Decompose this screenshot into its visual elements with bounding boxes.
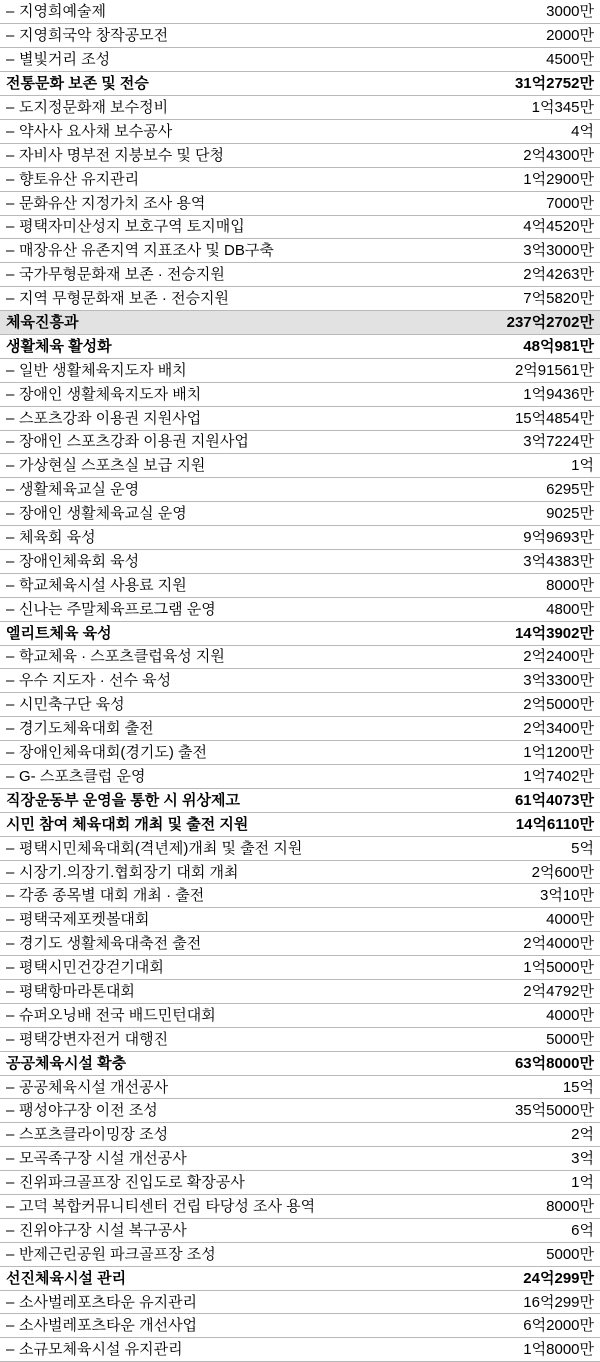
row-label [0,693,418,717]
table-row [0,191,600,215]
row-amount: 237억2702만 [418,311,600,335]
table-row [0,717,600,741]
table-row [0,1218,600,1242]
row-label [0,1171,418,1195]
row-label-text: 장애인 스포츠강좌 이용권 지원사업 [19,433,249,451]
dash-bullet-icon: – [6,982,15,1000]
row-label-text: 지영희국악 창작공모전 [19,27,169,45]
table-row [0,72,600,96]
row-label [0,96,418,120]
row-label-text: G- 스포츠클럽 운영 [19,767,146,785]
row-label [0,0,418,24]
row-label [0,406,418,430]
table-row [0,263,600,287]
row-label [0,239,418,263]
table-row [0,239,600,263]
row-amount: 2억4000만 [418,932,600,956]
row-label-text: 소사벌레포츠타운 유지관리 [19,1293,198,1311]
row-label [0,1003,418,1027]
row-label [0,669,418,693]
dash-bullet-icon: – [6,576,15,594]
row-label [0,1290,418,1314]
row-label [0,836,418,860]
dash-bullet-icon: – [6,911,15,929]
dash-bullet-icon: – [6,1102,15,1120]
row-label [0,932,418,956]
row-label-text: 소사벌레포츠타운 개선사업 [19,1317,198,1335]
row-amount: 1억7402만 [418,765,600,789]
row-label [0,1242,418,1266]
row-label [0,884,418,908]
row-amount: 2억91561만 [418,358,600,382]
row-label [0,980,418,1004]
row-amount: 6억 [418,1218,600,1242]
row-amount: 2억3400만 [418,717,600,741]
row-label [0,382,418,406]
dash-bullet-icon: – [6,361,15,379]
dash-bullet-icon: – [6,1006,15,1024]
row-amount: 1억8000만 [418,1338,600,1362]
dash-bullet-icon: – [6,457,15,475]
row-amount: 1억345만 [418,96,600,120]
dash-bullet-icon: – [6,959,15,977]
row-label: 선진체육시설 관리 [0,1266,418,1290]
dash-bullet-icon: – [6,194,15,212]
row-label-text: 국가무형문화재 보존 · 전승지원 [19,266,225,284]
row-label-text: 공공체육시설 개선공사 [19,1078,169,1096]
row-amount: 7억5820만 [418,287,600,311]
row-amount: 4500만 [418,48,600,72]
row-label [0,908,418,932]
table-row [0,932,600,956]
row-label: 엘리트체육 육성 [0,621,418,645]
row-amount: 31억2752만 [418,72,600,96]
row-label [0,549,418,573]
table-row [0,1290,600,1314]
dash-bullet-icon: – [6,935,15,953]
row-amount: 6295만 [418,478,600,502]
table-row [0,741,600,765]
table-row [0,693,600,717]
row-amount: 4억 [418,119,600,143]
row-label [0,1147,418,1171]
dash-bullet-icon: – [6,122,15,140]
row-label-text: 체육회 육성 [19,529,96,547]
row-label: 시민 참여 체육대회 개최 및 출전 지원 [0,812,418,836]
row-amount: 1억5000만 [418,956,600,980]
row-amount: 4000만 [418,908,600,932]
dash-bullet-icon: – [6,3,15,21]
dash-bullet-icon: – [6,648,15,666]
row-amount: 4000만 [418,1003,600,1027]
row-label-text: 장애인체육회 육성 [19,552,140,570]
row-amount: 14억3902만 [418,621,600,645]
dash-bullet-icon: – [6,1150,15,1168]
table-row [0,788,600,812]
row-label-text: 반제근린공원 파크골프장 조성 [19,1245,216,1263]
dash-bullet-icon: – [6,1197,15,1215]
row-label [0,454,418,478]
dash-bullet-icon: – [6,1221,15,1239]
row-label [0,1099,418,1123]
row-amount: 2억600만 [418,860,600,884]
row-label [0,860,418,884]
table-row [0,143,600,167]
row-label-text: 진위야구장 시설 복구공사 [19,1221,187,1239]
row-label-text: 우수 지도자 · 선수 육성 [19,672,172,690]
dash-bullet-icon: – [6,146,15,164]
row-amount: 24억299만 [418,1266,600,1290]
row-amount: 16억299만 [418,1290,600,1314]
table-row [0,1195,600,1219]
row-label: 공공체육시설 확충 [0,1051,418,1075]
row-label-text: 장애인 생활체육지도자 배치 [19,385,202,403]
row-label [0,717,418,741]
dash-bullet-icon: – [6,170,15,188]
dash-bullet-icon: – [6,1245,15,1263]
row-label-text: 스포츠강좌 이용권 지원사업 [19,409,202,427]
row-label-text: 향토유산 유지관리 [19,170,140,188]
table-row [0,430,600,454]
table-row [0,549,600,573]
row-label-text: 고덕 복합커뮤니티센터 건립 타당성 조사 용역 [19,1197,316,1215]
row-amount: 3억4383만 [418,549,600,573]
table-row [0,478,600,502]
row-label-text: 장애인 생활체육교실 운영 [19,505,187,523]
table-row [0,311,600,335]
dash-bullet-icon: – [6,99,15,116]
dash-bullet-icon: – [6,1174,15,1192]
row-label-text: 신나는 주말체육프로그램 운영 [19,600,216,618]
row-amount: 8000만 [418,1195,600,1219]
dash-bullet-icon: – [6,1126,15,1144]
row-label-text: 평택국제포켓볼대회 [19,911,150,929]
row-amount: 5000만 [418,1027,600,1051]
row-label-text: 슈퍼오닝배 전국 배드민턴대회 [19,1006,216,1024]
row-amount: 14억6110만 [418,812,600,836]
table-row [0,573,600,597]
table-row [0,597,600,621]
row-label [0,358,418,382]
table-row [0,119,600,143]
row-label-text: 모곡족구장 시설 개선공사 [19,1150,187,1168]
dash-bullet-icon: – [6,696,15,714]
row-label-text: 각종 종목별 대회 개최 · 출전 [19,887,205,905]
row-amount: 63억8000만 [418,1051,600,1075]
row-label-text: 문화유산 지정가치 조사 용역 [19,194,206,212]
row-label-text: 소규모체육시설 유지관리 [19,1341,183,1359]
row-label-text: 경기도체육대회 출전 [19,720,154,738]
row-amount: 2억4300만 [418,143,600,167]
row-label [0,1314,418,1338]
row-amount: 15억4854만 [418,406,600,430]
dash-bullet-icon: – [6,552,15,570]
row-label: 체육진흥과 [0,311,418,335]
dash-bullet-icon: – [6,1030,15,1048]
row-label: 전통문화 보존 및 전승 [0,72,418,96]
table-row [0,454,600,478]
table-row [0,980,600,1004]
row-amount: 3억7224만 [418,430,600,454]
row-label [0,215,418,239]
row-label [0,1123,418,1147]
table-row [0,956,600,980]
table-row [0,669,600,693]
dash-bullet-icon: – [6,863,15,881]
row-label [0,1338,418,1362]
row-amount: 3억3300만 [418,669,600,693]
table-row [0,334,600,358]
row-label [0,956,418,980]
table-row [0,287,600,311]
row-label [0,24,418,48]
row-amount: 8000만 [418,573,600,597]
row-label [0,1218,418,1242]
row-label [0,502,418,526]
row-amount: 4억4520만 [418,215,600,239]
dash-bullet-icon: – [6,1078,15,1096]
table-row [0,884,600,908]
table-row [0,1099,600,1123]
dash-bullet-icon: – [6,481,15,499]
row-label-text: 진위파크골프장 진입도로 확장공사 [19,1174,245,1192]
table-row [0,645,600,669]
row-amount: 2000만 [418,24,600,48]
dash-bullet-icon: – [6,1293,15,1311]
row-label-text: 약사사 요사채 보수공사 [19,122,173,140]
table-row [0,1338,600,1362]
row-label [0,191,418,215]
table-row [0,765,600,789]
dash-bullet-icon: – [6,887,15,905]
row-label [0,526,418,550]
row-label-text: 매장유산 유존지역 지표조사 및 DB구축 [19,242,274,260]
dash-bullet-icon: – [6,266,15,284]
row-label [0,741,418,765]
row-amount: 3억 [418,1147,600,1171]
table-row [0,502,600,526]
row-label-text: 지역 무형문화재 보존 · 전승지원 [19,290,230,308]
table-row [0,621,600,645]
table-row [0,406,600,430]
table-row [0,0,600,24]
dash-bullet-icon: – [6,218,15,236]
row-label-text: 가상현실 스포츠실 보급 지원 [19,457,206,475]
row-amount: 9억9693만 [418,526,600,550]
row-amount: 3000만 [418,0,600,24]
row-label-text: 학교체육시설 사용료 지원 [19,576,187,594]
row-amount: 5000만 [418,1242,600,1266]
row-label-text: 팽성야구장 이전 조성 [19,1102,158,1120]
row-amount: 6억2000만 [418,1314,600,1338]
row-amount: 5억 [418,836,600,860]
table-row [0,1123,600,1147]
table-row [0,1147,600,1171]
row-amount: 3억10만 [418,884,600,908]
table-row [0,526,600,550]
row-amount: 48억981만 [418,334,600,358]
row-label-text: 장애인체육대회(경기도) 출전 [19,744,208,762]
row-label [0,48,418,72]
row-amount: 1억2900만 [418,167,600,191]
row-label [0,765,418,789]
row-label [0,645,418,669]
row-label-text: 생활체육교실 운영 [19,481,140,499]
dash-bullet-icon: – [6,433,15,451]
row-label-text: 스포츠클라이밍장 조성 [19,1126,169,1144]
row-label-text: 시장기.의장기.협회장기 대회 개최 [19,863,239,881]
row-label [0,597,418,621]
row-label [0,1027,418,1051]
row-label: 생활체육 활성화 [0,334,418,358]
row-amount: 2억4263만 [418,263,600,287]
dash-bullet-icon: – [6,720,15,738]
dash-bullet-icon: – [6,385,15,403]
row-label [0,143,418,167]
row-label [0,119,418,143]
row-amount: 35억5000만 [418,1099,600,1123]
row-amount: 61억4073만 [418,788,600,812]
row-label-text: 도지정문화재 보수정비 [19,99,169,116]
row-label-text: 학교체육 · 스포츠클럽육성 지원 [19,648,225,666]
row-label [0,1075,418,1099]
dash-bullet-icon: – [6,409,15,427]
table-row [0,167,600,191]
table-row [0,908,600,932]
row-amount: 2억4792만 [418,980,600,1004]
row-label-text: 시민축구단 육성 [19,696,125,714]
table-row [0,812,600,836]
row-amount: 1억1200만 [418,741,600,765]
row-label-text: 자비사 명부전 지붕보수 및 단청 [19,146,225,164]
table-row [0,215,600,239]
dash-bullet-icon: – [6,51,15,69]
row-amount: 2억2400만 [418,645,600,669]
row-label [0,167,418,191]
table-row [0,358,600,382]
table-row [0,382,600,406]
row-amount: 1억 [418,454,600,478]
dash-bullet-icon: – [6,600,15,618]
dash-bullet-icon: – [6,672,15,690]
row-amount: 9025만 [418,502,600,526]
row-label-text: 경기도 생활체육대축전 출전 [19,935,202,953]
table-row [0,48,600,72]
row-label [0,573,418,597]
row-label-text: 일반 생활체육지도자 배치 [19,361,187,379]
table-row [0,1051,600,1075]
row-label-text: 별빛거리 조성 [19,51,111,69]
table-row [0,1266,600,1290]
dash-bullet-icon: – [6,1341,15,1359]
row-label: 직장운동부 운영을 통한 시 위상제고 [0,788,418,812]
table-row [0,1075,600,1099]
row-label [0,1195,418,1219]
table-row [0,1314,600,1338]
row-label-text: 평택항마라톤대회 [19,982,135,1000]
row-label-text: 평택시민건강걷기대회 [19,959,164,977]
row-amount: 1억 [418,1171,600,1195]
row-amount: 15억 [418,1075,600,1099]
dash-bullet-icon: – [6,242,15,260]
row-amount: 2억 [418,1123,600,1147]
dash-bullet-icon: – [6,27,15,45]
dash-bullet-icon: – [6,767,15,785]
row-amount: 2억5000만 [418,693,600,717]
dash-bullet-icon: – [6,505,15,523]
row-label [0,430,418,454]
table-row [0,96,600,120]
row-amount: 7000만 [418,191,600,215]
row-label [0,287,418,311]
dash-bullet-icon: – [6,1317,15,1335]
table-row [0,860,600,884]
table-row [0,24,600,48]
table-row [0,1242,600,1266]
dash-bullet-icon: – [6,290,15,308]
table-row [0,836,600,860]
row-label-text: 평택강변자전거 대행진 [19,1030,169,1048]
row-label [0,478,418,502]
table-row [0,1003,600,1027]
row-label-text: 평택시민체육대회(격년제)개최 및 출전 지원 [19,839,303,857]
dash-bullet-icon: – [6,839,15,857]
row-amount: 3억3000만 [418,239,600,263]
row-amount: 1억9436만 [418,382,600,406]
dash-bullet-icon: – [6,529,15,547]
row-label-text: 지영희예술제 [19,3,106,21]
table-row [0,1027,600,1051]
row-amount: 4800만 [418,597,600,621]
row-label [0,263,418,287]
table-row [0,1171,600,1195]
dash-bullet-icon: – [6,744,15,762]
row-label-text: 평택자미산성지 보호구역 토지매입 [19,218,245,236]
